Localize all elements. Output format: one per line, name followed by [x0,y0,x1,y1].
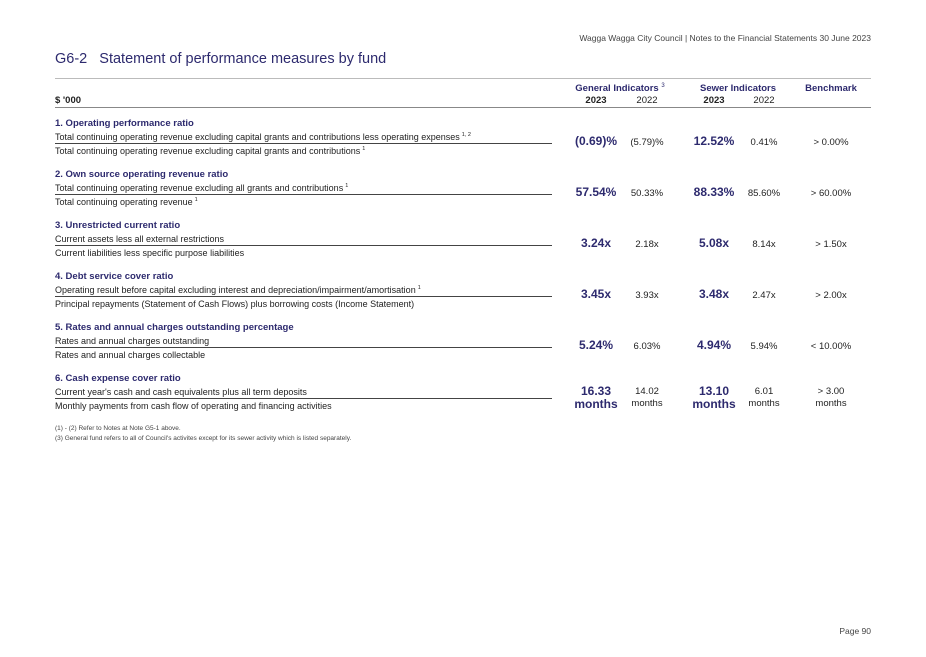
section-title: Statement of performance measures by fund [99,51,387,67]
fraction-rule [55,194,552,195]
fraction-rule [55,398,552,399]
general-2022-value: 6.03% [633,341,661,352]
sewer-2022-value: 2.47x [752,290,776,301]
general-2022-value: 14.02 months [631,386,663,409]
denominator-note: 1 [362,146,366,152]
benchmark-value: < 10.00% [810,341,852,352]
fraction-rule [55,143,552,144]
footnote: (3) General fund refers to all of Council's activites except for its sewer activity which is listed separately. [55,435,352,442]
benchmark-value: > 1.50x [815,239,847,250]
ratio-title: 6. Cash expense cover ratio [55,373,181,384]
ratio-denominator: Total continuing operating revenue $^1$ [55,197,198,207]
ratio-title: 3. Unrestricted current ratio [55,220,181,231]
unit-word: months [692,397,736,411]
general-2023-value: (0.69)% [574,134,618,148]
general-2023-value: 3.45x [580,287,612,301]
denominator-note: 1 [194,197,198,203]
ratio-numerator: Current assets less all external restrictions [55,234,225,244]
sewer-2023-value: 5.08x [698,236,730,250]
fraction-rule [55,296,552,297]
ratio-title: 5. Rates and annual charges outstanding percentage [55,322,294,333]
header-divider [55,107,871,108]
general-indicators-note: 3 [661,83,665,89]
sewer-2022-value: 6.01 months [748,386,780,409]
benchmark-heading: Benchmark [805,83,857,94]
benchmark-value: > 2.00x [815,290,847,301]
sewer-2023-value: 4.94% [696,338,732,352]
sewer-2023-value: 12.52% [693,134,735,148]
section-number: G6-2 [55,51,88,67]
ratio-numerator: Operating result before capital excluding interest and depreciation/impairment/amortisation $^1$ [55,285,421,295]
sewer-2022-value: 8.14x [752,239,776,250]
ratio-block [55,271,871,317]
sewer-2023-value: 13.10 months [692,384,736,411]
ratio-numerator: Total continuing operating revenue excluding capital grants and contributions less operating expenses $^{1, 2}$ [55,132,471,142]
sewer-2022-value: 5.94% [750,341,778,352]
ratio-numerator: Rates and annual charges outstanding [55,336,210,346]
footnote: (1) - (2) Refer to Notes at Note G5-1 above. [55,425,181,432]
general-2023-value: 57.54% [575,185,617,199]
ratio-title: 2. Own source operating revenue ratio [55,169,229,180]
unit-word: months [815,398,847,409]
general-2023-value: 3.24x [580,236,612,250]
fraction-rule [55,245,552,246]
sewer-indicators-heading: Sewer Indicators [699,83,777,94]
ratio-denominator: Monthly payments from cash flow of operating and financing activities [55,401,332,411]
ratio-block [55,169,871,215]
numerator-note: 1 [345,183,349,189]
sewer-2022-value: 85.60% [747,188,781,199]
ratio-denominator: Current liabilities less specific purpose liabilities [55,248,245,258]
numerator-note: 1 [417,285,421,291]
ratio-title: 1. Operating performance ratio [55,118,194,129]
sewer-2022-value: 0.41% [750,137,778,148]
footnotes [55,424,351,444]
ratio-block [55,373,871,419]
general-2022-value: 50.33% [630,188,664,199]
general-2022-value: (5.79)% [630,137,664,148]
benchmark-value: > 60.00% [810,188,852,199]
year-general-2023: 2023 [585,95,607,106]
general-indicators-heading: General Indicators $^3$ [575,83,665,95]
year-sewer-2023: 2023 [703,95,725,106]
numerator-note: 1, 2 [461,132,471,138]
general-2023-value: 16.33 months [574,384,618,411]
fraction-rule [55,347,552,348]
ratio-block [55,322,871,368]
year-general-2022: 2022 [636,95,658,106]
ratio-numerator: Total continuing operating revenue excluding all grants and contributions $^1$ [55,183,349,193]
unit-label: $ '000 [55,95,82,106]
running-header: Wagga Wagga City Council | Notes to the Financial Statements 30 June 2023 [579,33,871,43]
sewer-2023-value: 88.33% [693,185,735,199]
page-title [55,51,386,67]
benchmark-value: > 3.00 months [815,386,847,409]
year-sewer-2022: 2022 [753,95,775,106]
general-2022-value: 3.93x [635,290,659,301]
general-2022-value: 2.18x [635,239,659,250]
title-divider [55,78,871,79]
ratio-block [55,118,871,164]
page-number: Page 90 [839,626,871,636]
ratio-denominator: Principal repayments (Statement of Cash Flows) plus borrowing costs (Income Statement) [55,299,415,309]
unit-word: months [748,398,780,409]
general-2023-value: 5.24% [578,338,614,352]
ratio-block [55,220,871,266]
benchmark-value: > 0.00% [813,137,849,148]
ratio-title: 4. Debt service cover ratio [55,271,174,282]
unit-word: months [631,398,663,409]
ratio-denominator: Total continuing operating revenue excluding capital grants and contributions $^1$ [55,146,366,156]
unit-word: months [574,397,618,411]
sewer-2023-value: 3.48x [698,287,730,301]
ratio-denominator: Rates and annual charges collectable [55,350,206,360]
ratio-numerator: Current year's cash and cash equivalents plus all term deposits [55,387,307,397]
